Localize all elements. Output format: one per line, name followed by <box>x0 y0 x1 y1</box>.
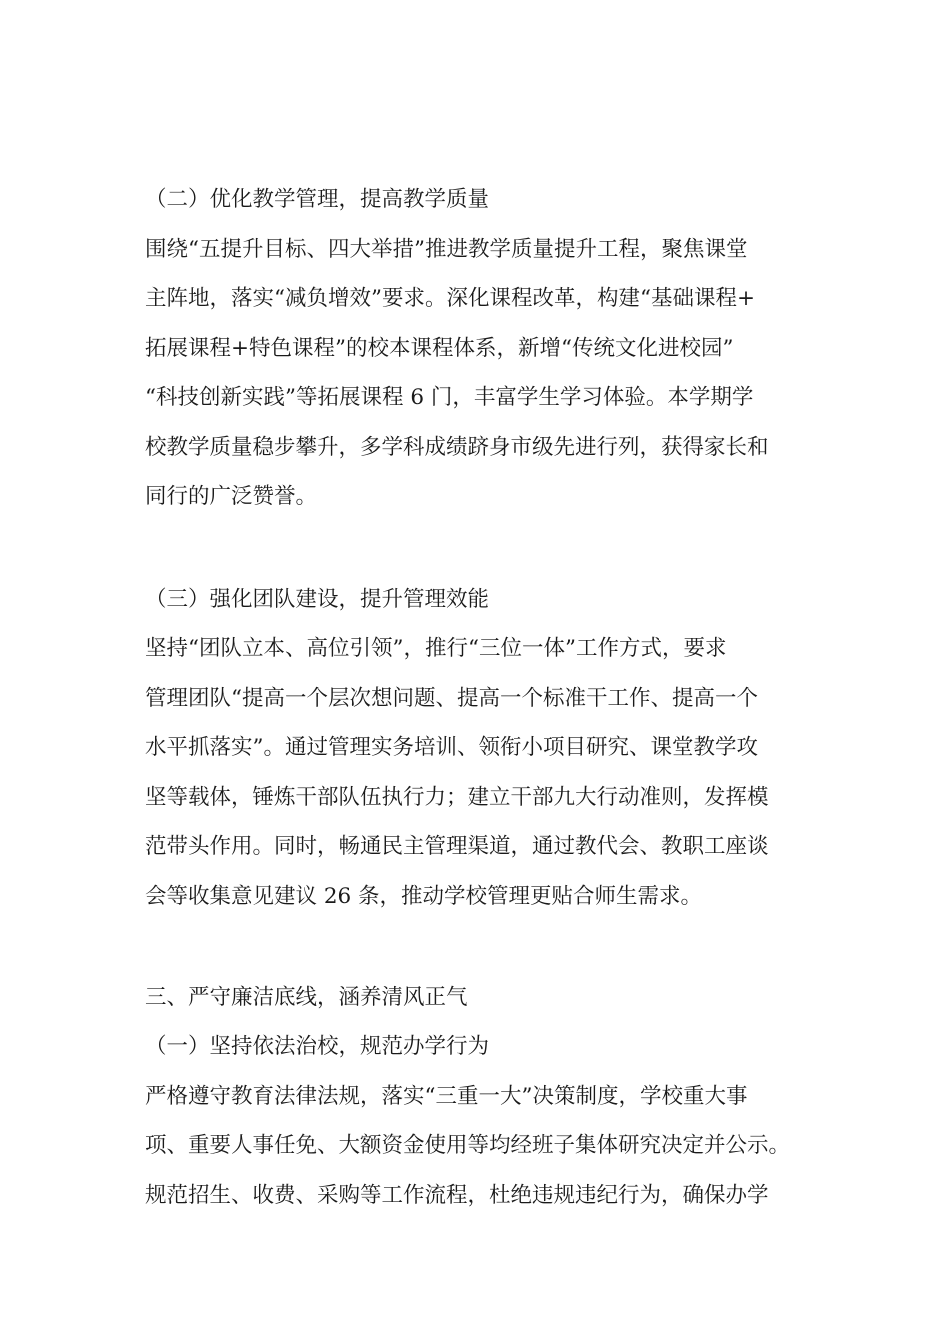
section-heading: （三）强化团队建设，提升管理效能 <box>145 587 490 612</box>
paragraph-line: 坚等载体，锤炼干部队伍执行力；建立干部九大行动准则，发挥模 <box>145 785 769 810</box>
paragraph-line: 坚持“团队立本、高位引领”，推行“三位一体”工作方式，要求 <box>145 636 727 661</box>
paragraph-line: 同行的广泛赞誉。 <box>145 484 318 509</box>
paragraph-line: 严格遵守教育法律法规，落实“三重一大”决策制度，学校重大事 <box>145 1084 748 1109</box>
paragraph-line: 校教学质量稳步攀升，多学科成绩跻身市级先进行列，获得家长和 <box>145 435 769 460</box>
paragraph-line: 规范招生、收费、采购等工作流程，杜绝违规违纪行为，确保办学 <box>145 1183 769 1208</box>
paragraph-line: 水平抓落实”。通过管理实务培训、领衔小项目研究、课堂教学攻 <box>145 735 758 760</box>
paragraph-line: 管理团队“提高一个层次想问题、提高一个标准干工作、提高一个 <box>145 686 758 711</box>
chapter-heading: 三、严守廉洁底线，涵养清风正气 <box>145 985 468 1010</box>
paragraph-line: 项、重要人事任免、大额资金使用等均经班子集体研究决定并公示。 <box>145 1133 791 1158</box>
paragraph-line: 拓展课程+特色课程”的校本课程体系，新增“传统文化进校园” <box>145 336 734 361</box>
paragraph-line: “科技创新实践”等拓展课程 6 门，丰富学生学习体验。本学期学 <box>145 385 754 410</box>
section-heading: （一）坚持依法治校，规范办学行为 <box>145 1034 490 1059</box>
paragraph-line: 主阵地，落实“减负增效”要求。深化课程改革，构建“基础课程+ <box>145 286 755 311</box>
paragraph-line: 范带头作用。同时，畅通民主管理渠道，通过教代会、教职工座谈 <box>145 834 769 859</box>
section-heading: （二）优化教学管理，提高教学质量 <box>145 187 490 212</box>
paragraph-line: 围绕“五提升目标、四大举措”推进教学质量提升工程，聚焦课堂 <box>145 237 748 262</box>
paragraph-line: 会等收集意见建议 26 条，推动学校管理更贴合师生需求。 <box>145 884 703 909</box>
